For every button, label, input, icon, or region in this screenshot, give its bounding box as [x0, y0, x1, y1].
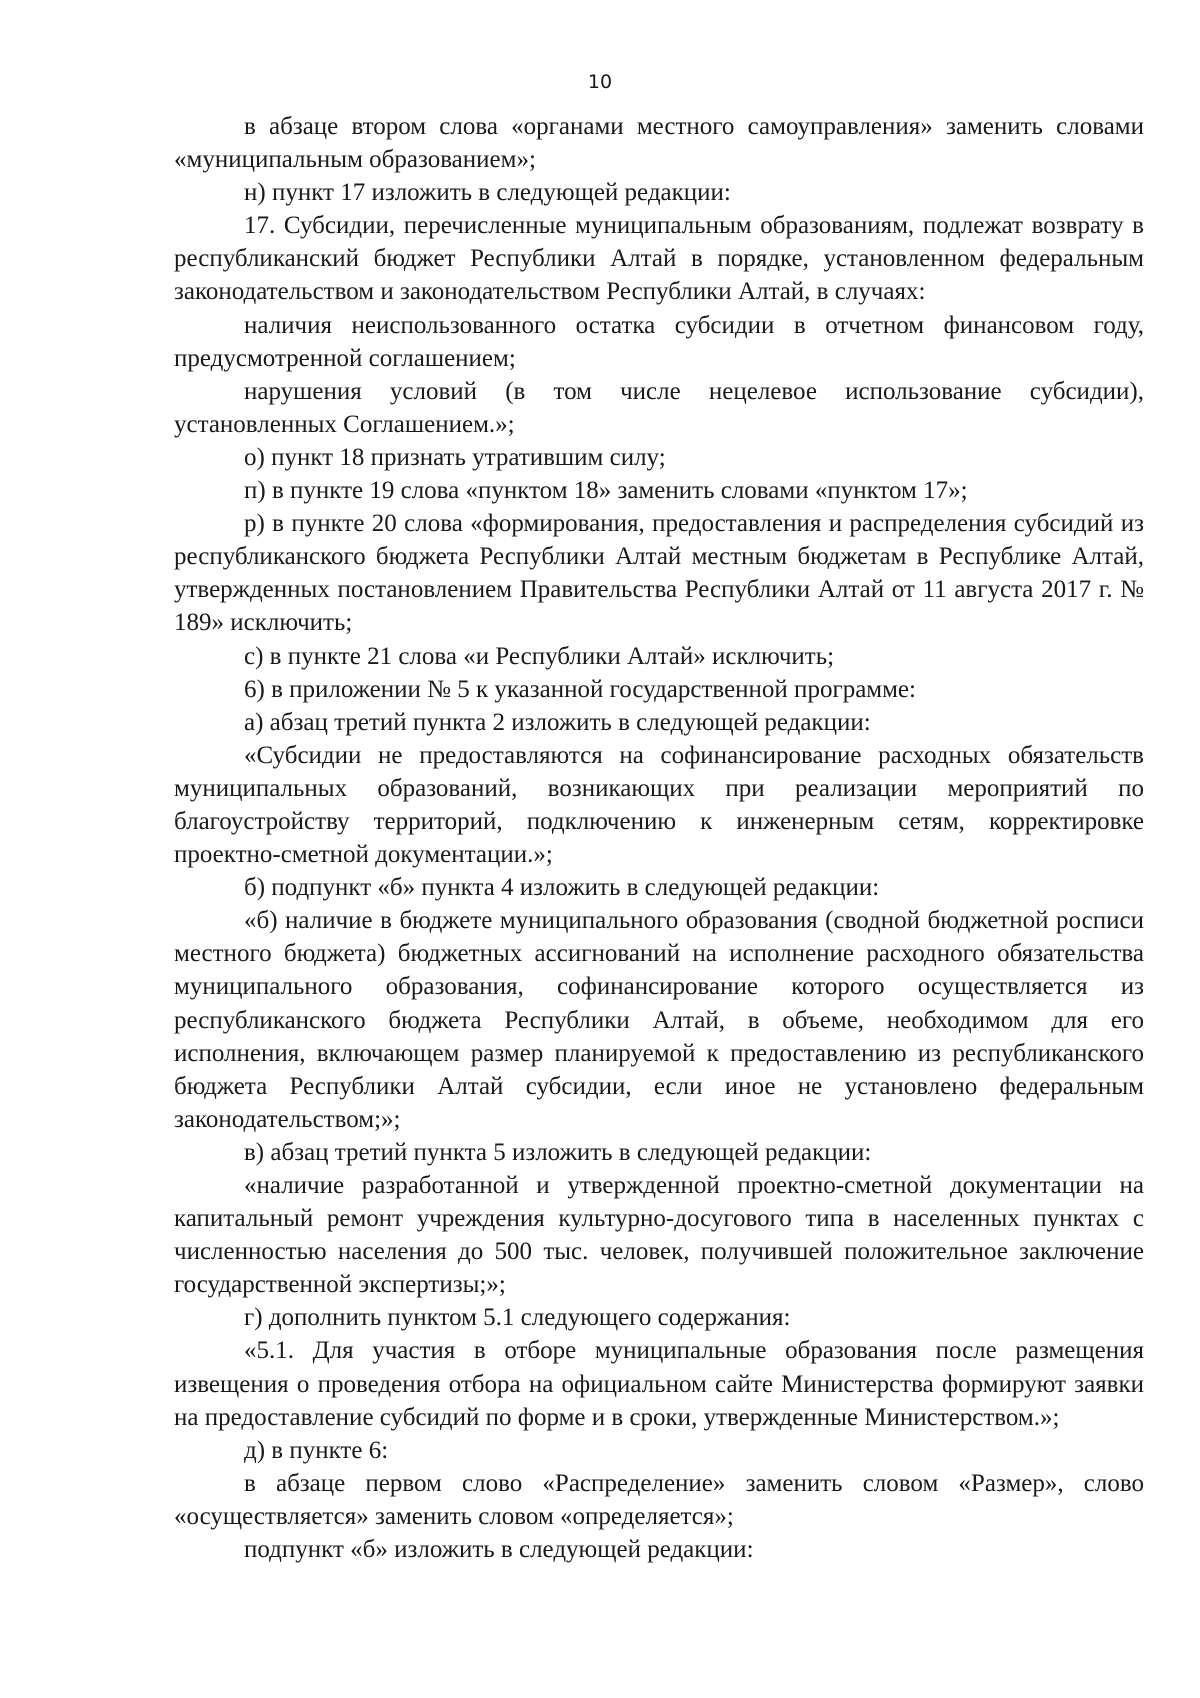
paragraph: п) в пункте 19 слова «пунктом 18» заменить словами «пунктом 17»;	[244, 477, 968, 505]
paragraph: «б) наличие в бюджете муниципального образования (сводной бюджетной росписи местного бюджета) бюджетных ассигнований на исполнение расходного обязательства муниципального образования, софинансирование которого осуществляется из республиканского бюджета Республики Алтай, в объеме, необходимом для его исполнения, включающем размер планируемой к предоставлению из республиканского бюджета Республики Алтай субсидии, если иное не установлено федеральным законодательством;»;	[174, 907, 1144, 1133]
paragraph: в абзаце втором слова «органами местного самоуправления» заменить словами «муниципальным образованием»;	[174, 113, 1144, 174]
page-number: 10	[587, 71, 613, 93]
paragraph: н) пункт 17 изложить в следующей редакции:	[244, 179, 731, 207]
paragraph: с) в пункте 21 слова «и Республики Алтай» исключить;	[244, 642, 835, 670]
paragraph: «5.1. Для участия в отборе муниципальные образования после размещения извещения о проведения отбора на официальном сайте Министерства формируют заявки на предоставление субсидий по форме и в сроки, утвержденные Министерством.»;	[174, 1337, 1144, 1431]
paragraph: «наличие разработанной и утвержденной проектно-сметной документации на капитальный ремонт учреждения культурно-досугового типа в населенных пунктах с численностью населения до 500 тыс. человек, получившей положительное заключение государственной экспертизы;»;	[174, 1172, 1144, 1299]
document-body	[174, 110, 1144, 1566]
paragraph: 6) в приложении № 5 к указанной государственной программе:	[244, 675, 916, 703]
paragraph: б) подпункт «б» пункта 4 изложить в следующей редакции:	[244, 874, 880, 902]
paragraph: наличия неиспользованного остатка субсидии в отчетном финансовом году, предусмотренной соглашением;	[174, 311, 1144, 372]
paragraph: «Субсидии не предоставляются на софинансирование расходных обязательств муниципальных образований, возникающих при реализации мероприятий по благоустройству территорий, подключению к инженерным сетям, корректировке проектно-сметной документации.»;	[174, 741, 1144, 869]
paragraph: о) пункт 18 признать утратившим силу;	[244, 443, 666, 471]
paragraph: а) абзац третий пункта 2 изложить в следующей редакции:	[244, 708, 871, 736]
paragraph: д) в пункте 6:	[244, 1436, 389, 1464]
paragraph: в) абзац третий пункта 5 изложить в следующей редакции:	[244, 1138, 872, 1166]
paragraph: нарушения условий (в том числе нецелевое использование субсидии), установленных Соглашением.»;	[174, 377, 1144, 438]
paragraph: г) дополнить пунктом 5.1 следующего содержания:	[244, 1304, 791, 1332]
paragraph: 17. Субсидии, перечисленные муниципальным образованиям, подлежат возврату в республиканский бюджет Республики Алтай в порядке, установленном федеральным законодательством и законодательством Республики Алтай, в случаях:	[174, 212, 1144, 306]
paragraph: подпункт «б» изложить в следующей редакции:	[244, 1536, 754, 1564]
paragraph: р) в пункте 20 слова «формирования, предоставления и распределения субсидий из республиканского бюджета Республики Алтай местным бюджетам в Республике Алтай, утвержденных постановлением Правительства Республики Алтай от 11 августа 2017 г. № 189» исключить;	[174, 510, 1144, 637]
paragraph: в абзаце первом слово «Распределение» заменить словом «Размер», слово «осуществляется» заменить словом «определяется»;	[174, 1469, 1144, 1530]
